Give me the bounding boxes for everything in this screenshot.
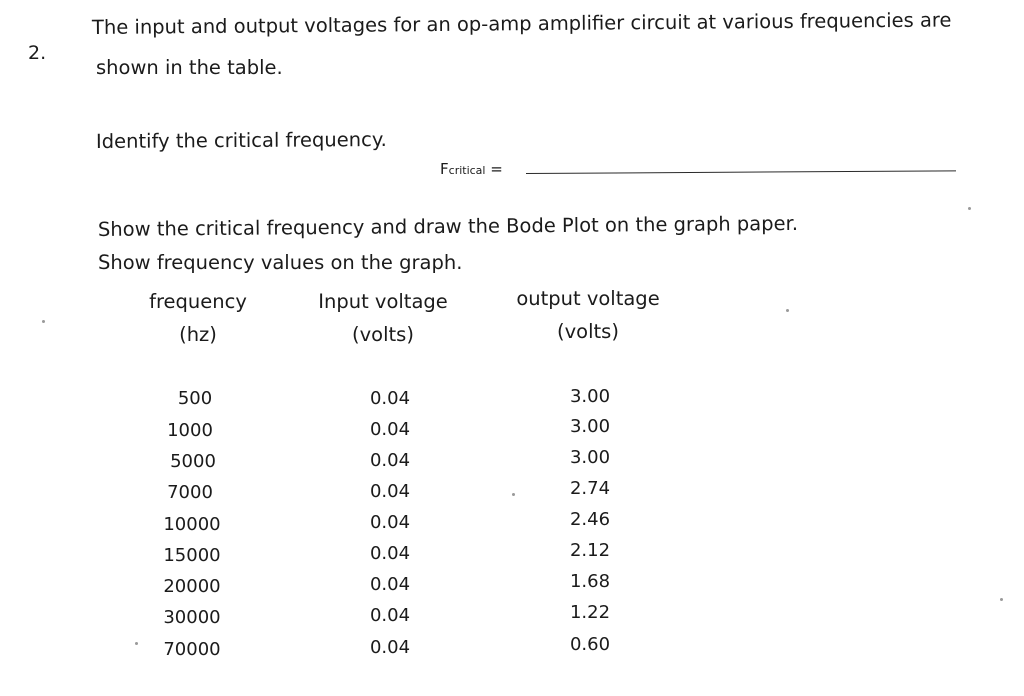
table-row-4-output: 2.74 [569,478,611,499]
table-row-6-output: 2.12 [569,540,611,561]
scan-speckle [968,207,971,210]
table-row-6-input: 0.04 [369,543,411,564]
table-row-5-frequency: 10000 [163,514,221,535]
table-row-7-output: 1.68 [569,571,611,592]
table-row-3-frequency: 5000 [170,451,216,472]
instruction-line-1: Show the critical frequency and draw the Bode Plot on the graph paper. [97,211,799,241]
fcritical-main: F [440,160,449,178]
header-frequency: frequency [149,290,247,313]
fcritical-equals: = [485,160,503,178]
fcritical-label [440,160,503,178]
scan-speckle [135,642,138,645]
table-row-9-frequency: 70000 [163,639,221,660]
table-row-1-frequency: 500 [177,388,213,409]
table-row-3-output: 3.00 [569,447,611,468]
table-row-8-input: 0.04 [369,605,411,626]
table-row-8-output: 1.22 [569,602,611,623]
scan-speckle [786,309,789,312]
header-input-voltage: Input voltage [318,290,448,313]
table-row-7-input: 0.04 [369,574,411,595]
table-row-8-frequency: 30000 [163,607,221,628]
table-row-1-output: 3.00 [569,386,611,407]
table-row-2-frequency: 1000 [167,420,213,441]
scan-speckle [1000,598,1003,601]
question-number: 2. [28,42,47,64]
table-row-3-input: 0.04 [369,450,411,471]
table-row-2-input: 0.04 [369,419,411,440]
identify-prompt: Identify the critical frequency. [95,127,387,153]
intro-text-line-2: shown in the table. [96,56,283,79]
table-row-4-input: 0.04 [369,481,411,502]
scan-speckle [512,493,515,496]
header-input-voltage-unit: (volts) [352,323,414,346]
table-row-9-output: 0.60 [569,634,611,655]
header-frequency-unit: (hz) [179,323,217,346]
table-row-1-input: 0.04 [369,388,411,409]
table-row-4-frequency: 7000 [167,482,213,503]
header-output-voltage: output voltage [516,287,660,310]
instruction-line-2: Show frequency values on the graph. [98,251,463,274]
fcritical-subscript: critical [448,164,486,177]
intro-text-line-1: The input and output voltages for an op-amp amplifier circuit at various frequencies are [91,8,952,39]
answer-blank-line [526,170,956,174]
table-row-5-input: 0.04 [369,512,411,533]
table-row-7-frequency: 20000 [163,576,221,597]
header-output-voltage-unit: (volts) [557,320,619,343]
table-row-5-output: 2.46 [569,509,611,530]
table-row-2-output: 3.00 [569,416,611,437]
table-row-9-input: 0.04 [369,637,411,658]
scan-speckle [42,320,45,323]
table-row-6-frequency: 15000 [163,545,221,566]
